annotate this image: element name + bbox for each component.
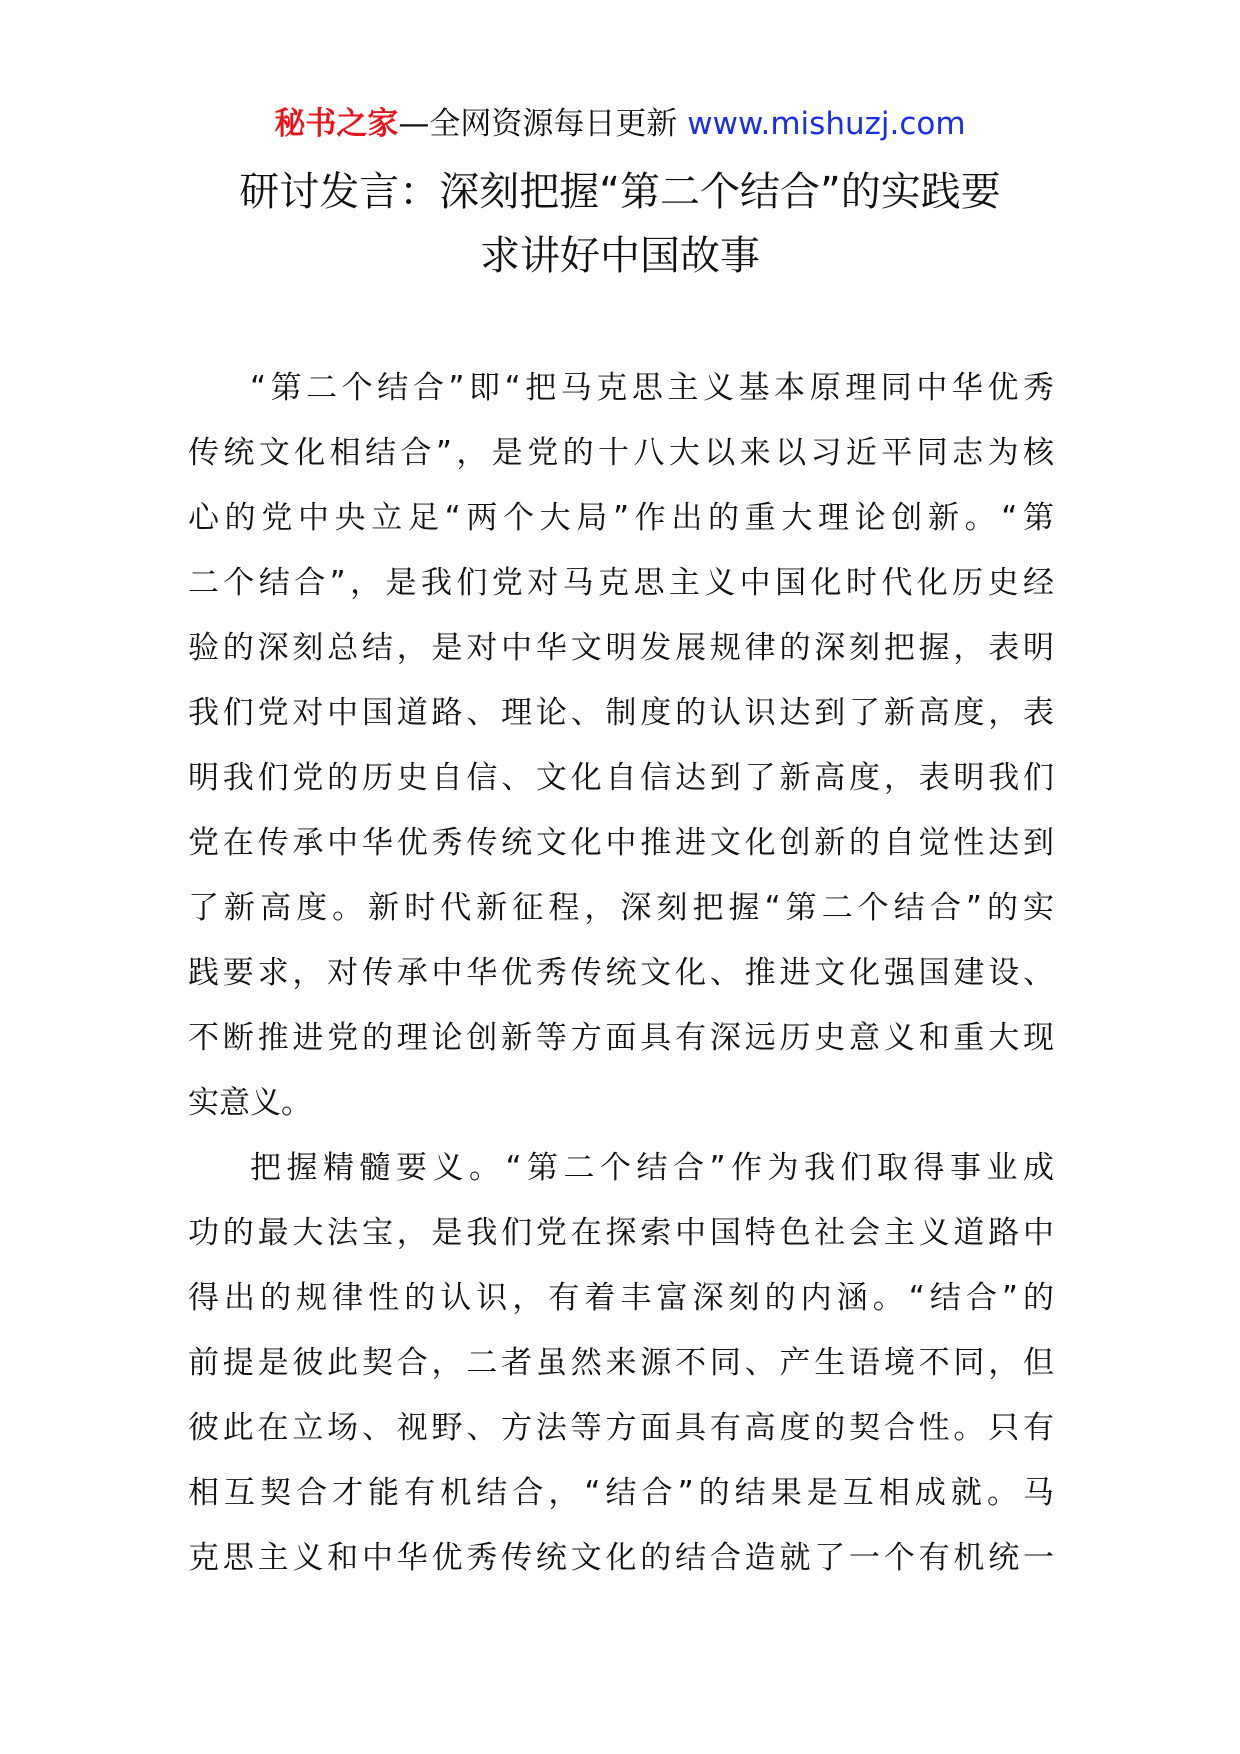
paragraph-line: 我们党对中国道路、理论、制度的认识达到了新高度，表: [188, 695, 1054, 731]
paragraph-line: 克思主义和中华优秀传统文化的结合造就了一个有机统一: [188, 1540, 1054, 1576]
site-url-link[interactable]: www.mishuzj.com: [687, 106, 966, 142]
site-header: [0, 100, 1240, 148]
paragraph-line: 心的党中央立足“两个大局”作出的重大理论创新。“第: [188, 500, 1054, 536]
paragraph-line: 明我们党的历史自信、文化自信达到了新高度，表明我们: [188, 760, 1054, 796]
title-line-2: 求讲好中国故事: [480, 233, 760, 279]
paragraph-line: 把握精髓要义。“第二个结合”作为我们取得事业成: [250, 1150, 1054, 1186]
paragraph-line: 相互契合才能有机结合，“结合”的结果是互相成就。马: [188, 1475, 1054, 1511]
paragraph-line: 前提是彼此契合，二者虽然来源不同、产生语境不同，但: [188, 1345, 1054, 1381]
paragraph-2: [188, 1136, 1054, 1591]
title-line-1: 研讨发言：深刻把握“第二个结合”的实践要: [239, 169, 1001, 215]
document-title: [190, 160, 1050, 288]
paragraph-line: 践要求，对传承中华优秀传统文化、推进文化强国建设、: [188, 955, 1054, 991]
paragraph-line: 彼此在立场、视野、方法等方面具有高度的契合性。只有: [188, 1410, 1054, 1446]
document-body: [188, 356, 1054, 1591]
paragraph-line: 验的深刻总结，是对中华文明发展规律的深刻把握，表明: [188, 630, 1054, 666]
paragraph-1: [188, 356, 1054, 1136]
paragraph-line: 不断推进党的理论创新等方面具有深远历史意义和重大现: [188, 1020, 1054, 1056]
paragraph-line: 党在传承中华优秀传统文化中推进文化创新的自觉性达到: [188, 825, 1054, 861]
paragraph-line: 传统文化相结合”，是党的十八大以来以习近平同志为核: [188, 435, 1054, 471]
paragraph-line: 实意义。: [188, 1085, 312, 1121]
paragraph-line: 得出的规律性的认识，有着丰富深刻的内涵。“结合”的: [188, 1280, 1054, 1316]
paragraph-line: 了新高度。新时代新征程，深刻把握“第二个结合”的实: [188, 890, 1054, 926]
paragraph-line: 二个结合”，是我们党对马克思主义中国化时代化历史经: [188, 565, 1054, 601]
paragraph-line: “第二个结合”即“把马克思主义基本原理同中华优秀: [250, 370, 1054, 406]
paragraph-line: 功的最大法宝，是我们党在探索中国特色社会主义道路中: [188, 1215, 1054, 1251]
brand-name: 秘书之家: [274, 106, 399, 142]
header-tagline: —全网资源每日更新: [398, 106, 688, 142]
